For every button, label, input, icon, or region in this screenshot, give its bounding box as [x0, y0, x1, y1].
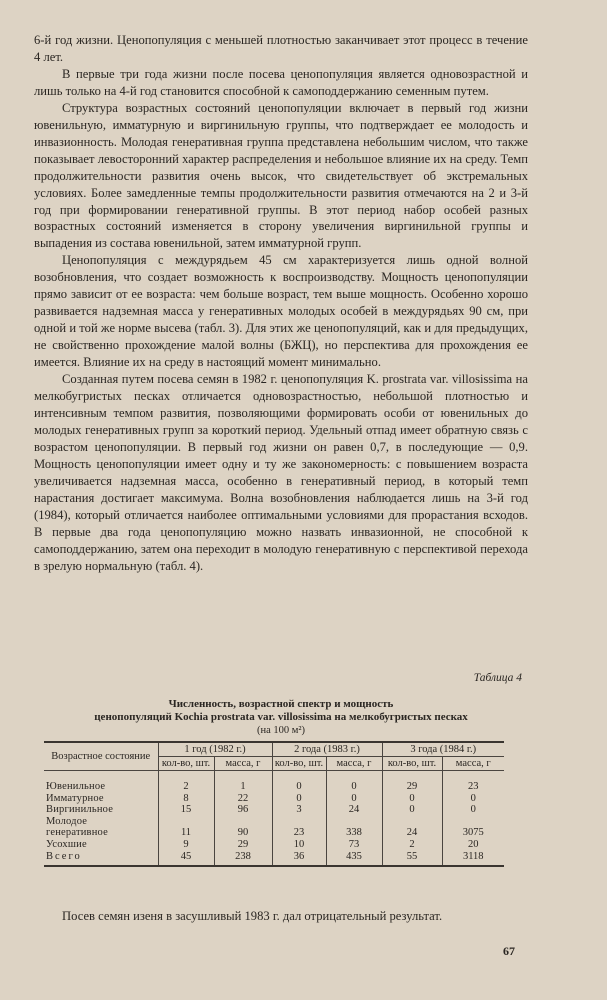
- cell: [272, 816, 326, 828]
- cell: 45: [158, 851, 214, 867]
- cell: 96: [214, 804, 272, 816]
- cell: 0: [382, 793, 442, 805]
- paragraph-3: Структура возрастных состояний ценопопуляции включает в первый год жизни ювенильную, имматурную и виргинильную группы, что подтверждает ее молодость и инвазионность. Молодая генеративная группа представлена небольшим числом, что также показывает левосторонний характер распределения и небольшое влияние их на среду. Темп продолжительности развития очень высок, что свидетельствует об экстремальных условиях. Более замедленные темпы продолжительности развития отмечаются на 2 и 3-й год при формировании генеративной группы. В этот период набор особей разных возрастных состояний изменяется в сторону увеличения виргинильной группы и выпадения из состава ювенильной, затем имматурной групп.: [34, 100, 528, 251]
- cell: 2: [158, 771, 214, 793]
- paragraph-after-table: Посев семян изеня в засушливый 1983 г. дал отрицательный результат.: [62, 909, 443, 923]
- cell: 0: [326, 771, 382, 793]
- table-label: Таблица 4: [473, 672, 522, 684]
- header-mass: масса, г: [326, 757, 382, 771]
- cell: 3: [272, 804, 326, 816]
- cell: 90: [214, 827, 272, 839]
- header-year-1: 1 год (1982 г.): [158, 742, 272, 757]
- header-count: кол-во, шт.: [272, 757, 326, 771]
- cell: 3075: [442, 827, 504, 839]
- cell: 23: [442, 771, 504, 793]
- cell: 29: [382, 771, 442, 793]
- row-label: Молодое: [46, 815, 88, 827]
- cell: 10: [272, 839, 326, 851]
- cell: [326, 816, 382, 828]
- cell: 9: [158, 839, 214, 851]
- cell: [214, 816, 272, 828]
- cell: 0: [442, 793, 504, 805]
- table-row: [44, 771, 504, 793]
- row-label: Ювенильное: [46, 781, 106, 792]
- paragraph-5: Созданная путем посева семян в 1982 г. ценопопуляция K. prostrata var. villosissima на мелкобугристых песках отличается одновозрастностью, небольшой плотностью и интенсивным темпом развития, позволяющими формировать особи от ювенильных до молодых генеративных групп за короткий период. Удельный отпад имеет обратную связь с возрастом ценопопуляции. В первый год жизни он равен 0,7, в последующие — 0,9. Мощность ценопопуляции имеет одну и ту же закономерность: с повышением возраста увеличивается надземная масса, особенно в генеративный период, в который темп нарастания достигает максимума. Волна возобновления наблюдается лишь на 3-й год (1984), который отличается наиболее оптимальными условиями для прорастания всходов. В первые два года ценопопуляцию можно назвать инвазионной, не способной к самоподдержанию, затем она переходит в молодую генеративную с перспективой перехода в зрелую нормальную (табл. 4).: [34, 372, 528, 573]
- data-table: [44, 741, 504, 867]
- table-title-line-2: ценопопуляций Kochia prostrata var. villosissima на мелкобугристых песках: [94, 711, 468, 723]
- row-label: Усохшие: [46, 838, 87, 850]
- table-row: [44, 804, 504, 816]
- row-label: Виргинильное: [46, 804, 114, 816]
- table-4: [34, 672, 528, 867]
- table-row: [44, 793, 504, 805]
- cell: 73: [326, 839, 382, 851]
- table-title: [34, 698, 528, 724]
- cell: [442, 816, 504, 828]
- cell: [382, 816, 442, 828]
- header-mass: масса, г: [214, 757, 272, 771]
- header-age-state: Возрастное состояние: [44, 742, 158, 771]
- cell: 0: [382, 804, 442, 816]
- table-row: [44, 816, 504, 828]
- body-text: [34, 32, 528, 575]
- paragraph-1: 6-й год жизни. Ценопопуляция с меньшей плотностью заканчивает этот процесс в течение 4 лет.: [34, 33, 528, 64]
- cell: 1: [214, 771, 272, 793]
- cell: 0: [442, 804, 504, 816]
- cell: 338: [326, 827, 382, 839]
- table-row: [44, 839, 504, 851]
- cell: 435: [326, 851, 382, 867]
- cell: 23: [272, 827, 326, 839]
- cell: 8: [158, 793, 214, 805]
- after-table-text: [34, 908, 528, 925]
- row-label: Имматурное: [46, 792, 104, 804]
- cell: 29: [214, 839, 272, 851]
- paragraph-4: Ценопопуляция с междурядьем 45 см характеризуется лишь одной волной возобновления, что создает возможность к воспроизводству. Мощность ценопопуляции прямо зависит от ее возраста: чем больше возраст, тем выше мощность. Особенно хорошо развивается надземная масса у генеративных молодых особей в междурядьях 90 см, при одной и той же норме высева (табл. 3). Для этих же ценопопуляций, как и для предыдущих, не свойственно прохождение малой волны (БЖЦ), но перспектива для прохождения ее имеется. Влияние их на среду в настоящий момент минимально.: [34, 253, 528, 370]
- table-row: [44, 827, 504, 839]
- row-label: Всего: [44, 851, 158, 867]
- table-row-total: [44, 851, 504, 867]
- cell: 15: [158, 804, 214, 816]
- cell: 3118: [442, 851, 504, 867]
- paragraph-2: В первые три года жизни после посева ценопопуляция является одновозрастной и лишь только на 4-й год становится способной к самоподдержанию семенным путем.: [34, 66, 528, 98]
- header-count: кол-во, шт.: [382, 757, 442, 771]
- table-subtitle: (на 100 м²): [256, 725, 306, 736]
- cell: 20: [442, 839, 504, 851]
- cell: 2: [382, 839, 442, 851]
- cell: 0: [272, 793, 326, 805]
- header-year-3: 3 года (1984 г.): [382, 742, 504, 757]
- row-label: генеративное: [46, 827, 108, 839]
- cell: 22: [214, 793, 272, 805]
- cell: 0: [326, 793, 382, 805]
- header-count: кол-во, шт.: [158, 757, 214, 771]
- cell: 238: [214, 851, 272, 867]
- cell: 24: [382, 827, 442, 839]
- cell: 55: [382, 851, 442, 867]
- cell: 11: [158, 827, 214, 839]
- header-year-2: 2 года (1983 г.): [272, 742, 382, 757]
- cell: 36: [272, 851, 326, 867]
- cell: [158, 816, 214, 828]
- header-mass: масса, г: [442, 757, 504, 771]
- cell: 24: [326, 804, 382, 816]
- table-title-line-1: Численность, возрастной спектр и мощность: [168, 698, 394, 710]
- page-number: 67: [503, 944, 515, 958]
- cell: 0: [272, 771, 326, 793]
